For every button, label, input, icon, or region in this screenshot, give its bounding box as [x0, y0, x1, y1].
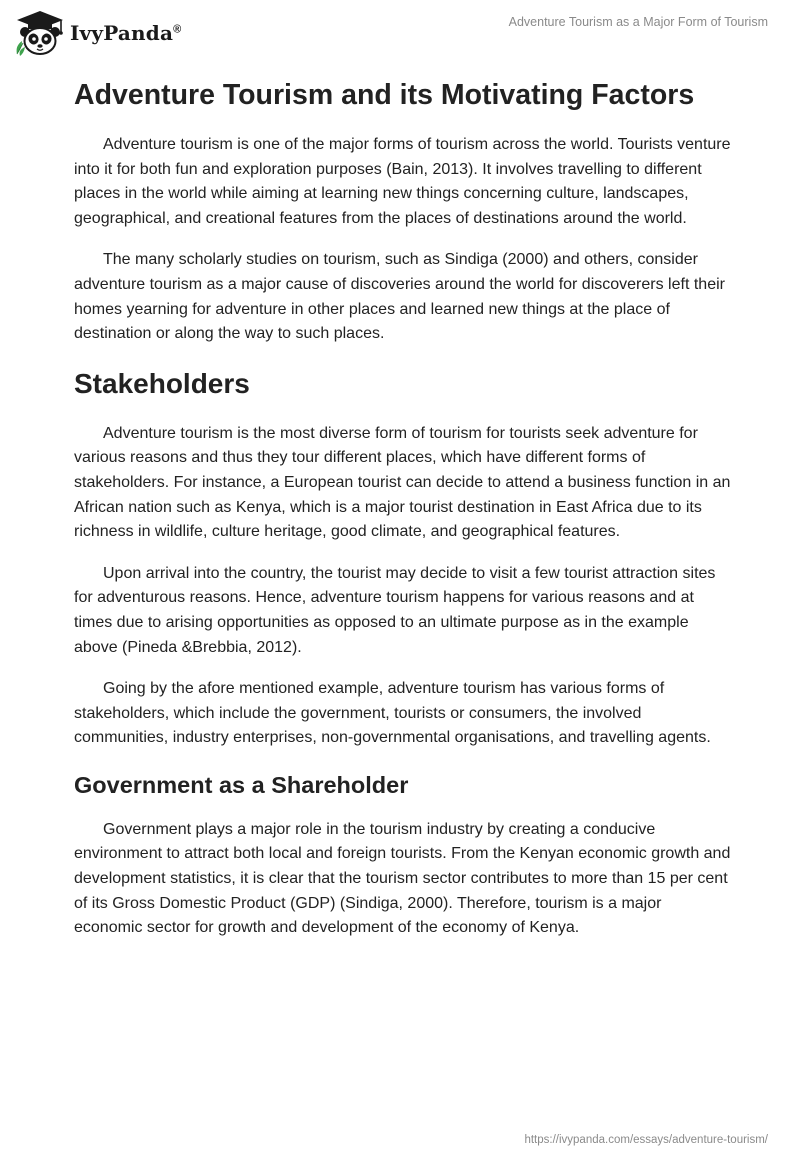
brand-logo[interactable]: [14, 8, 181, 58]
panda-graduate-icon: [14, 8, 66, 58]
paragraph: Government plays a major role in the tourism industry by creating a conducive environment to attract both local and foreign tourists. From the Kenyan economic growth and development statistics, it is clear that the tourism sector contributes to more than 15 per cent of its Gross Domestic Product (GDP) (Sindiga, 2000). Therefore, tourism is a major economic sector for growth and development of the economy of Kenya.: [74, 820, 731, 937]
paragraph: Adventure tourism is the most diverse form of tourism for tourists seek adventure for various reasons and thus they tour different places, which have different forms of stakeholders. For instance, a European tourist can decide to attend a business function in an African nation such as Kenya, which is a major tourist destination in East Africa due to its richness in wildlife, culture heritage, good climate, and geographical features.: [74, 424, 731, 541]
paragraph: Adventure tourism is one of the major forms of tourism across the world. Tourists venture into it for both fun and exploration purposes (Bain, 2013). It involves travelling to different places in the world while aiming at learning new things concerning culture, landscapes, geographical, and creational features from the places of destinations around the world.: [74, 136, 731, 227]
section-heading-stakeholders: Stakeholders: [74, 367, 250, 399]
subsection-heading-government: Government as a Shareholder: [74, 771, 409, 798]
document-title: Adventure Tourism as a Major Form of Tourism: [508, 15, 768, 29]
page-header: [0, 0, 800, 64]
paragraph: Upon arrival into the country, the tourist may decide to visit a few tourist attraction sites for adventurous reasons. Hence, adventure tourism happens for various reasons and at times due to arising opportunities as opposed to an ultimate purpose as in the example above (Pineda &Brebbia, 2012).: [74, 564, 716, 656]
paragraph: Going by the afore mentioned example, adventure tourism has various forms of stakeholders, which include the government, tourists or consumers, the involved communities, industry enterprises, non-governmental organisations, and travelling agents.: [74, 680, 711, 747]
article-content: [74, 70, 734, 958]
brand-name: IvyPanda®: [70, 21, 182, 45]
paragraph: The many scholarly studies on tourism, such as Sindiga (2000) and others, consider adventure tourism as a major cause of discoveries around the world for discoverers left their homes yearning for adventure in other places and learned new things at the place of destination or along the way to such places.: [74, 251, 725, 343]
footer-url[interactable]: https://ivypanda.com/essays/adventure-tourism/: [524, 1134, 768, 1146]
article-title: Adventure Tourism and its Motivating Factors: [74, 79, 695, 111]
